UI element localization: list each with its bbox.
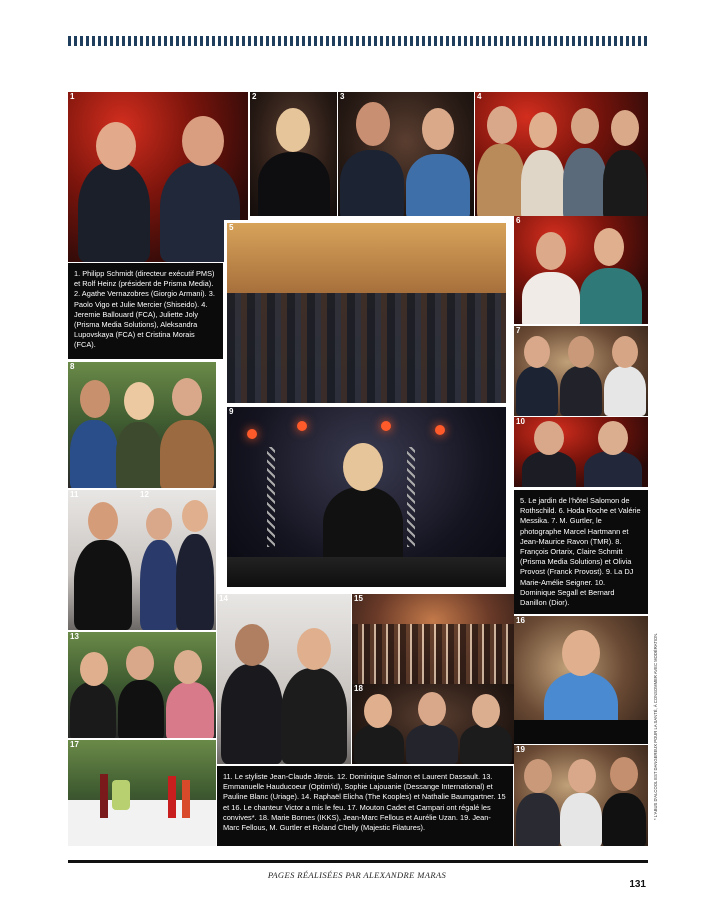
photo-15 xyxy=(352,594,514,684)
photo-3 xyxy=(338,92,474,216)
photo-number: 11 xyxy=(70,490,79,499)
caption-text: 5. Le jardin de l'hôtel Salomon de Rothschild. 6. Hoda Roche et Valérie Messika. 7. M. Gurtler, le photographe Marcel Hartmann et Jean-Maurice Ravon (TMR). 8. François Ortarix, Claire Schmitt (Prisma Media Solutions) et Olivia Provost (Franck Provost). 9. La DJ Marie-Amélie Seigner. 10. Dominique Segall et Bernard Danillon (Dior). xyxy=(520,496,641,608)
photo-number: 14 xyxy=(219,594,228,603)
photo-12 xyxy=(138,490,216,630)
caption-text: 11. Le styliste Jean-Claude Jitrois. 12. Dominique Salmon et Laurent Dassault. 13. Emmanuelle Hauducoeur (Optim'id), Sophie Lajouanie (Dessange International) et Pauline Blanc (Uriage). 14. Raphaël Elicha (The Kooples) et Nathalie Baumgartner. 15 et 16. Le chanteur Victor a mis le feu. 17. Mouton Cadet et Campari ont régalé les convives*. 18. Marie Bornes (IKKS), Jean-Marc Fellous et Aurélie Uzan. 19. Jean-Marc Fellous, M. Gurtler et Roland Chelly (Majestic Filatures). xyxy=(223,772,506,833)
photo-number: 10 xyxy=(516,417,525,426)
photo-number: 17 xyxy=(70,740,79,749)
photo-number: 4 xyxy=(477,92,482,101)
photo-13 xyxy=(68,632,216,738)
caption-photos-1-4 xyxy=(68,263,223,359)
photo-number: 13 xyxy=(70,632,79,641)
photo-number: 7 xyxy=(516,326,521,335)
footer-credit: PAGES RÉALISÉES PAR ALEXANDRE MARAS xyxy=(267,870,447,880)
decorative-top-bar xyxy=(68,36,648,46)
photo-7 xyxy=(514,326,648,416)
photo-11 xyxy=(68,490,138,630)
photo-8 xyxy=(68,362,216,488)
photo-16 xyxy=(514,616,648,744)
photo-number: 15 xyxy=(354,594,363,603)
alcohol-warning-notice: * L'ABUS D'ALCOOL EST DANGEREUX POUR LA SANTÉ, À CONSOMMER AVEC MODÉRATION. xyxy=(653,632,658,820)
photo-5 xyxy=(224,220,509,406)
bottom-rule xyxy=(68,860,648,863)
photo-17 xyxy=(68,740,216,846)
photo-number: 9 xyxy=(229,407,234,416)
photo-1 xyxy=(68,92,248,262)
photo-19 xyxy=(514,745,648,846)
caption-text: 1. Philipp Schmidt (directeur exécutif PMS) et Rolf Heinz (président de Prisma Media). 2. Agathe Vernazobres (Giorgio Armani). 3. Paolo Vigo et Julie Mercier (Shiseido). 4. Jeremie Ballouard (FCA), Juliette Joly (Prisma Media Solutions), Aleksandra Lupovskaya (FCA) et Cristina Morais (FCA). xyxy=(74,269,215,350)
photo-9 xyxy=(224,404,509,590)
photo-number: 6 xyxy=(516,216,521,225)
photo-number: 5 xyxy=(229,223,234,232)
caption-photos-11-19 xyxy=(217,766,513,846)
photo-number: 18 xyxy=(354,684,363,693)
photo-number: 19 xyxy=(516,745,525,754)
photo-18 xyxy=(352,684,514,764)
photo-2 xyxy=(250,92,337,216)
photo-6 xyxy=(514,216,648,324)
photo-number: 8 xyxy=(70,362,75,371)
caption-photos-5-10 xyxy=(514,490,648,614)
photo-10 xyxy=(514,417,648,487)
photo-number: 12 xyxy=(140,490,149,499)
photo-number: 3 xyxy=(340,92,345,101)
page-number: 131 xyxy=(629,879,646,890)
photo-number: 16 xyxy=(516,616,525,625)
photo-14 xyxy=(217,594,351,764)
photo-number: 2 xyxy=(252,92,257,101)
photo-4 xyxy=(475,92,648,216)
photo-number: 1 xyxy=(70,92,75,101)
